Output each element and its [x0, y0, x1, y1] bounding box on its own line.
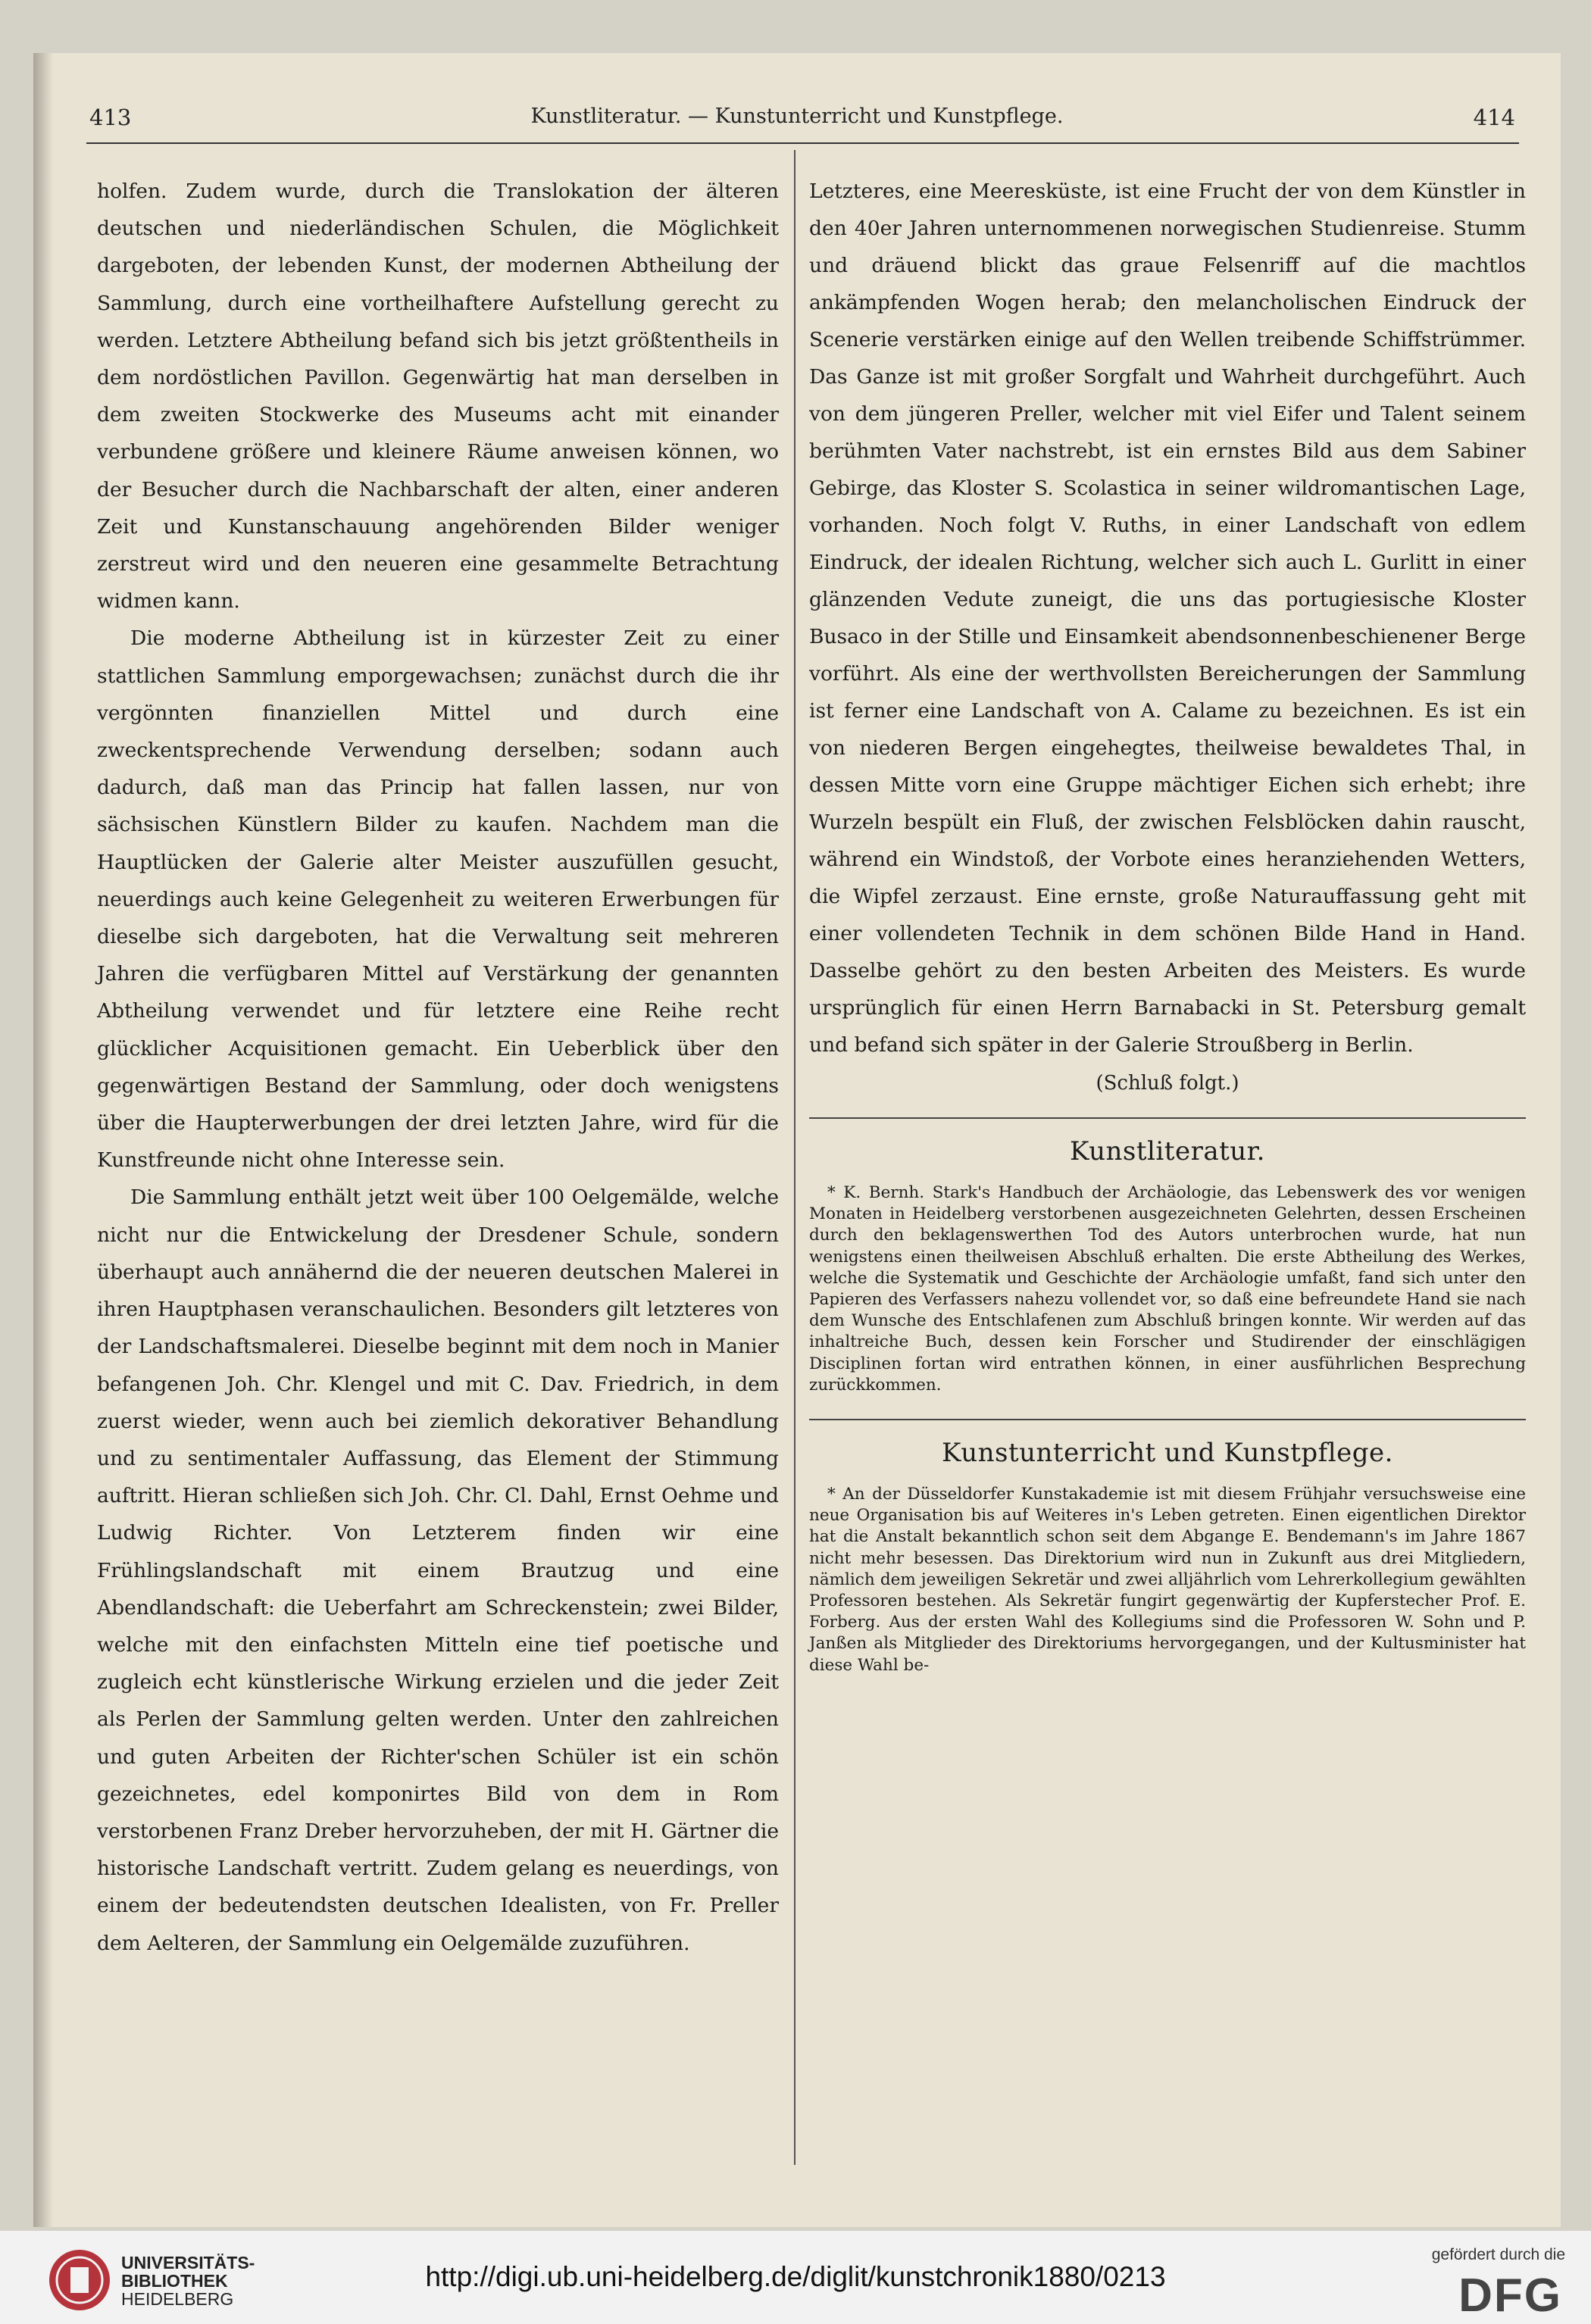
column-divider	[794, 150, 796, 2165]
page-edge-shadow	[33, 53, 53, 2227]
page-number-left: 413	[89, 105, 132, 130]
paragraph: Die moderne Abtheilung ist in kürzester Zeit zu einer stattlichen Sammlung emporgewachsen; zunächst durch die ihr vergönnten finanziellen Mittel und durch eine zweckentsprechende Verwendung derselben; sodann auch dadurch, daß man das Princip hat fallen lassen, nur von sächsischen Künstlern Bilder zu kaufen. Nachdem man die Hauptlücken der Galerie alter Meister auszufüllen gesucht, neuerdings auch keine Gelegenheit zu weiteren Erwerbungen für dieselbe sich dargeboten, hat die Verwaltung seit mehreren Jahren die verfügbaren Mittel auf Verstärkung der genannten Abtheilung verwendet und für letztere eine Reihe recht glücklicher Acquisitionen gemacht. Ein Ueberblick über den gegenwärtigen Bestand der Sammlung, oder doch wenigstens über die Haupterwerbungen der drei letzten Jahre, wird für die Kunstfreunde nicht ohne Interesse sein.	[97, 626, 779, 1173]
paragraph: Die Sammlung enthält jetzt weit über 100 Oelgemälde, welche nicht nur die Entwickelung der Dresdener Schule, sondern überhaupt auch annähernd die der neueren deutschen Malerei in ihren Hauptphasen veranschaulichen. Besonders gilt letzteres von der Landschaftsmalerei. Dieselbe beginnt mit dem noch in Manier befangenen Joh. Chr. Klengel und mit C. Dav. Friedrich, in dem zuerst wieder, wenn auch bei ziemlich dekorativer Behandlung und zu sentimentaler Auffassung, das Element der Stimmung auftritt. Hieran schließen sich Joh. Chr. Cl. Dahl, Ernst Oehme und Ludwig Richter. Von Letzterem finden wir eine Frühlingslandschaft mit einem Brautzug und eine Abendlandschaft: die Ueberfahrt am Schreckenstein; zwei Bilder, welche mit den einfachsten Mitteln eine tief poetische und zugleich echt künstlerische Wirkung erzielen und die jeder Zeit als Perlen der Sammlung gelten werden. Unter den zahlreichen und guten Arbeiten der Richter'schen Schüler ist ein schön gezeichnetes, edel komponirtes Bild von dem in Rom verstorbenen Franz Dreber hervorzuheben, der mit H. Gärtner die historische Landschaft vertritt. Zudem gelang es neuerdings, von einem der bedeutendsten deutschen Idealisten, von Fr. Preller dem Aelteren, der Sammlung ein Oelgemälde zuzuführen.	[97, 1185, 779, 1955]
library-name: UNIVERSITÄTS- BIBLIOTHEK HEIDELBERG	[121, 2253, 255, 2309]
continuation-note: (Schluß folgt.)	[1096, 1072, 1239, 1095]
section-title-kunstunterricht: Kunstunterricht und Kunstpflege.	[942, 1438, 1393, 1469]
paragraph: Letzteres, eine Meeresküste, ist eine Frucht der von dem Künstler in den 40er Jahren unternommenen norwegischen Studienreise. Stumm und dräuend blickt das graue Felsenriff auf die machtlos ankämpfenden Wogen herab; den melancholischen Eindruck der Scenerie verstärken einige auf den Wellen treibende Schiffstrümmer. Das Ganze ist mit großer Sorgfalt und Wahrheit durchgeführt. Auch von dem jüngeren Preller, welcher mit viel Eifer und Talent seinem berühmten Vater nachstrebt, ist ein ernstes Bild aus dem Sabiner Gebirge, das Kloster S. Scolastica in seiner wildromantischen Lage, vorhanden. Noch folgt V. Ruths, in einer Landschaft von edlem Eindruck, der idealen Richtung, welcher sich auch L. Gurlitt in einer glänzenden Vedute zuneigt, die uns das portugiesische Kloster Busaco in der Stille und Einsamkeit abendsonnenbeschienener Berge vorführt. Als eine der werthvollsten Bereicherungen der Sammlung ist ferner eine Landschaft von A. Calame zu bezeichnen. Es ist ein von niederen Bergen eingehegtes, theilweise bewaldetes Thal, in dessen Mitte vorn eine Gruppe mächtiger Eichen sich erhebt; ihre Wurzeln bespült ein Fluß, der zwischen Felsblöcken dahin rauscht, während ein Windstoß, der Vorbote eines heranziehenden Wetters, die Wipfel zerzaust. Eine ernste, große Naturauffassung geht mit einer vollendeten Technik in dem schönen Bilde Hand in Hand. Dasselbe gehört zu den besten Arbeiten des Meisters. Es wurde ursprünglich für einen Herrn Barnabacki in St. Petersburg gemalt und befand sich später in der Galerie Stroußberg in Berlin.	[809, 180, 1526, 1057]
scanned-page	[33, 53, 1561, 2227]
left-column	[97, 173, 779, 1962]
running-head: Kunstliteratur. — Kunstunterricht und Kunstpflege.	[530, 105, 1064, 128]
dfg-logo: DFG	[1458, 2269, 1562, 2322]
section-title-kunstliteratur: Kunstliteratur.	[1069, 1136, 1265, 1167]
section-rule	[809, 1117, 1526, 1119]
permalink[interactable]: http://digi.ub.uni-heidelberg.de/diglit/kunstchronik1880/0213	[425, 2261, 1166, 2292]
header-rule	[86, 142, 1519, 144]
dfg-caption: gefördert durch die	[1431, 2246, 1565, 2263]
paragraph: holfen. Zudem wurde, durch die Translokation der älteren deutschen und niederländischen Schulen, die Möglichkeit dargeboten, der lebenden Kunst, der modernen Abtheilung der Sammlung, durch eine vortheilhaftere Aufstellung gerecht zu werden. Letztere Abtheilung befand sich bis jetzt größtentheils in dem nordöstlichen Pavillon. Gegenwärtig hat man derselben in dem zweiten Stockwerke des Museums acht mit einander verbundene größere und kleinere Räume anweisen können, wo der Besucher durch die Nachbarschaft der alten, einer anderen Zeit und Kunstanschauung angehörenden Bilder weniger zerstreut wird und den neueren eine gesammelte Betrachtung widmen kann.	[97, 180, 779, 614]
page-number-right: 414	[1473, 105, 1515, 130]
news-item: * K. Bernh. Stark's Handbuch der Archäologie, das Lebenswerk des vor wenigen Monaten in Heidelberg verstorbenen ausgezeichneten Gelehrten, dessen Erscheinen durch den beklagenswerthen Tod des Autors unterbrochen wurde, hat nun wenigstens einen theilweisen Abschluß erhalten. Die erste Abtheilung des Werkes, welche die Systematik und Geschichte der Archäologie umfaßt, fand sich unter den Papieren des Verfassers nahezu vollendet vor, so daß eine befreundete Hand sie nach dem Wunsche des Entschlafenen zum Abschluß bringen konnte. Wir werden auf das inhaltreiche Buch, dessen kein Forscher und Studirender der einschlägigen Disciplinen fortan wird entrathen können, in einer ausführlichen Besprechung zurückkommen.	[809, 1183, 1526, 1395]
footer-bar	[0, 2231, 1591, 2324]
section-rule	[809, 1419, 1526, 1420]
right-column	[809, 173, 1526, 1676]
news-item: * An der Düsseldorfer Kunstakademie ist mit diesem Frühjahr versuchsweise eine neue Organisation bis auf Weiteres in's Leben getreten. Einen eigentlichen Direktor hat die Anstalt bekanntlich schon seit dem Abgange E. Bendemann's im Jahre 1867 nicht mehr besessen. Das Direktorium wird nun in Zukunft aus drei Mitgliedern, nämlich dem jeweiligen Sekretär und zwei alljährlich vom Lehrerkollegium gewählten Professoren bestehen. Als Sekretär fungirt gegenwärtig der Kupferstecher Prof. E. Forberg. Aus der ersten Wahl des Kollegiums sind die Professoren W. Sohn und P. Janßen als Mitglieder des Direktoriums hervorgegangen, und der Kultusminister hat diese Wahl be-	[809, 1485, 1526, 1675]
